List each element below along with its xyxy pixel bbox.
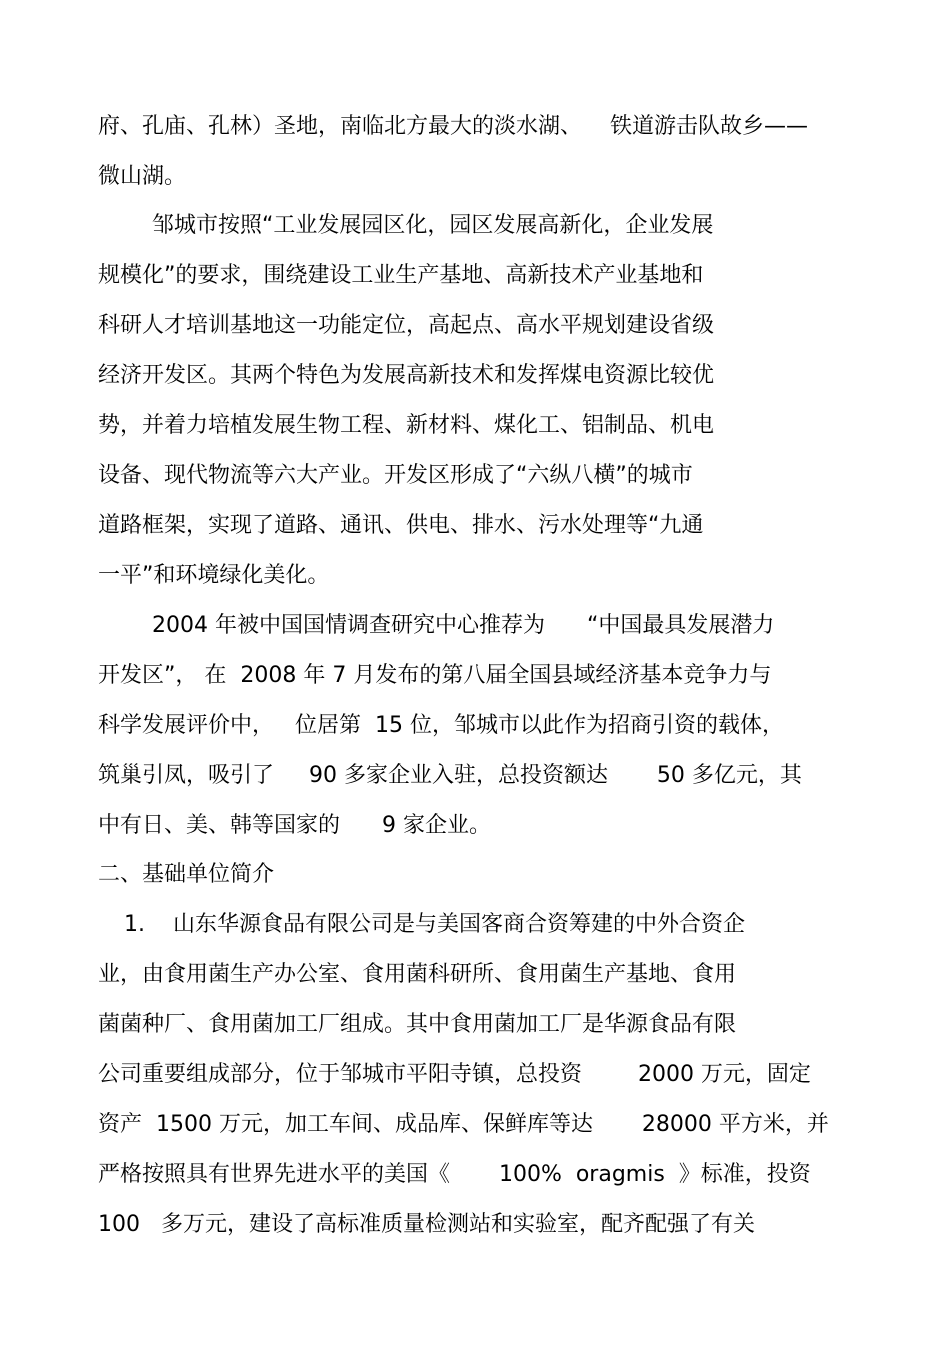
text-line: 势，并着力培植发展生物工程、新材料、煤化工、铝制品、机电 [98, 413, 715, 438]
text-line: 设备、现代物流等六大产业。开发区形成了“六纵八横”的城市 [98, 463, 693, 488]
text-line: 经济开发区。其两个特色为发展高新技术和发挥煤电资源比较优 [98, 363, 715, 388]
text-line: 筑巢引凤，吸引了 90 多家企业入驻，总投资额达 50 多亿元，其 [98, 763, 802, 788]
text-line: 菌菌种厂、食用菌加工厂组成。其中食用菌加工厂是华源食品有限 [98, 1012, 737, 1037]
text-line: 开发区”， 在 2008 年 7 月发布的第八届全国县域经济基本竞争力与 [98, 663, 772, 688]
text-line: 100 多万元，建设了高标准质量检测站和实验室，配齐配强了有关 [98, 1212, 755, 1237]
text-line: 公司重要组成部分，位于邹城市平阳寺镇，总投资 2000 万元，固定 [98, 1062, 811, 1087]
text-line: 科学发展评价中， 位居第 15 位，邹城市以此作为招商引资的载体， [98, 713, 784, 738]
text-line: 中有日、美、韩等国家的 9 家企业。 [98, 813, 491, 838]
text-line: 资产 1500 万元，加工车间、成品库、保鲜库等达 28000 平方米，并 [98, 1112, 829, 1137]
text-line: 府、孔庙、孔林）圣地，南临北方最大的淡水湖、 铁道游击队故乡—— [98, 114, 808, 139]
text-line: 微山湖。 [98, 164, 187, 189]
text-line: 严格按照具有世界先进水平的美国《 100% oragmis 》标准，投资 [98, 1162, 811, 1187]
text-line: 业，由食用菌生产办公室、食用菌科研所、食用菌生产基地、食用 [98, 962, 737, 987]
text-line: 1. 山东华源食品有限公司是与美国客商合资筹建的中外合资企 [124, 912, 745, 937]
text-line: 道路框架，实现了道路、通讯、供电、排水、污水处理等“九通 [98, 513, 704, 538]
section-heading: 二、基础单位简介 [98, 862, 275, 887]
text-line: 2004 年被中国国情调查研究中心推荐为 “中国最具发展潜力 [152, 613, 775, 638]
text-line: 科研人才培训基地这一功能定位，高起点、高水平规划建设省级 [98, 313, 715, 338]
text-line: 规模化”的要求，围绕建设工业生产基地、高新技术产业基地和 [98, 263, 704, 288]
text-line: 邹城市按照“工业发展园区化，园区发展高新化，企业发展 [152, 213, 714, 238]
text-line: 一平”和环境绿化美化。 [98, 563, 330, 588]
